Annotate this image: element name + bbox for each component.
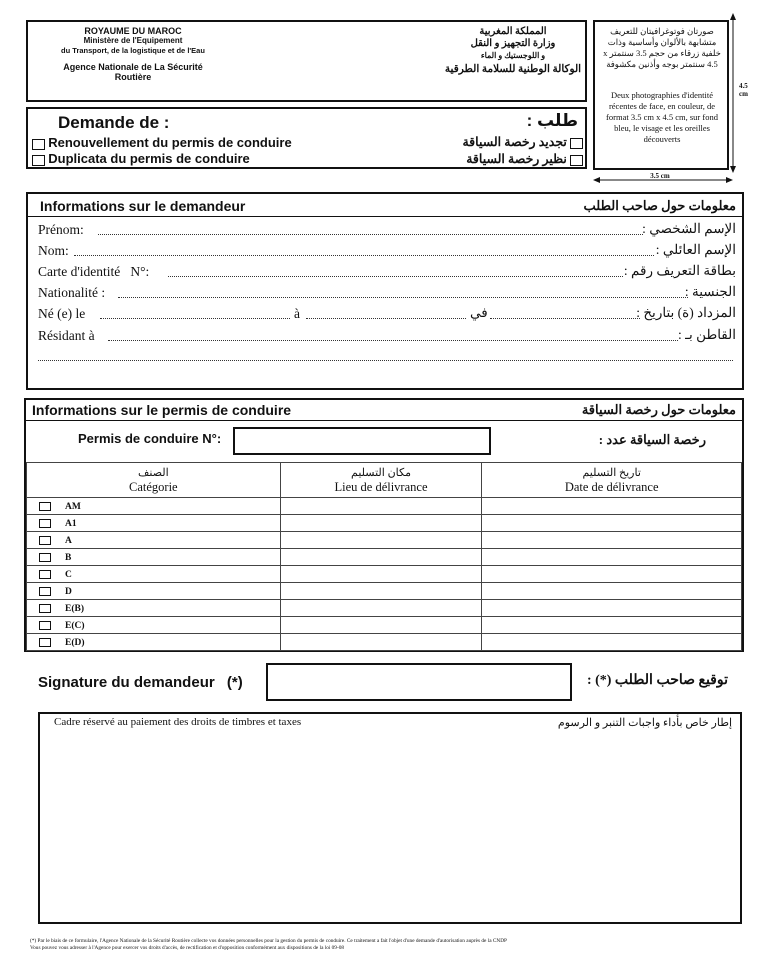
header-right-line: و اللوجستيك و الماء	[480, 51, 546, 60]
photo-width-label: 3.5 cm	[650, 172, 670, 180]
table-header-row	[27, 463, 742, 498]
birth-date-field[interactable]	[100, 314, 290, 319]
category-checkbox[interactable]	[39, 604, 51, 613]
residence-field-2[interactable]	[38, 356, 733, 361]
birth-label: Né (e) le	[38, 306, 86, 321]
table-row	[27, 498, 742, 515]
license-title-underline	[26, 420, 742, 421]
option-renewal-ar: تجديد رخصة السياقة	[462, 135, 567, 149]
photo-instructions-ar: صورتان فوتوغرافيتان للتعريف متشابهة بالألوان وأساسية وذات خلفية زرقاء من حجم 3.5 سنتمتر x 4.5 سنتمتر بوجه وأذنين مكشوفة	[603, 26, 721, 69]
category-label: C	[65, 569, 72, 580]
lastname-label-ar: الإسم العائلي :	[655, 242, 736, 257]
category-label: A1	[65, 518, 77, 529]
date-cell[interactable]	[482, 498, 742, 515]
header-left-line: Ministère de l'Equipement	[83, 36, 183, 45]
nationality-field[interactable]	[118, 293, 688, 298]
signature-label-ar: توقيع صاحب الطلب (*) :	[586, 673, 728, 688]
col-category-ar: الصنف	[137, 467, 169, 479]
license-number-label: Permis de conduire N°:	[78, 431, 222, 446]
option-duplicate[interactable]	[32, 151, 250, 167]
ministry-ar	[438, 26, 588, 76]
option-duplicate-ar: نظير رخصة السياقة	[466, 152, 567, 166]
option-duplicate-ar-row[interactable]	[428, 151, 583, 167]
license-number-label-ar: رخصة السياقة عدد :	[598, 432, 706, 447]
category-checkbox[interactable]	[39, 570, 51, 579]
place-cell[interactable]	[280, 566, 482, 583]
col-place-fr: Lieu de délivrance	[334, 480, 428, 494]
category-cell[interactable]	[27, 566, 281, 583]
table-row	[27, 515, 742, 532]
firstname-label: Prénom:	[38, 222, 84, 237]
applicant-title-fr: Informations sur le demandeur	[40, 198, 246, 214]
table-row	[27, 634, 742, 651]
table-row	[27, 532, 742, 549]
lastname-label: Nom:	[38, 243, 69, 258]
birth-place-a: à	[294, 306, 300, 321]
residence-field[interactable]	[108, 336, 678, 341]
category-cell[interactable]	[27, 617, 281, 634]
birth-place-fi: في	[470, 305, 488, 320]
residence-label-ar: القاطن بـ :	[677, 327, 736, 342]
table-row	[27, 549, 742, 566]
table-row	[27, 600, 742, 617]
date-cell[interactable]	[482, 566, 742, 583]
request-box	[26, 107, 587, 169]
category-cell[interactable]	[27, 583, 281, 600]
birth-place-field[interactable]	[306, 314, 466, 319]
header-left-line: ROYAUME DU MAROC	[84, 26, 182, 36]
category-checkbox[interactable]	[39, 519, 51, 528]
category-label: AM	[65, 501, 81, 512]
place-cell[interactable]	[280, 515, 482, 532]
duplicate-checkbox[interactable]	[32, 155, 45, 166]
birth-label-ar: المزداد (ة) بتاريخ :	[636, 305, 736, 320]
category-label: A	[65, 535, 72, 546]
col-place-header	[280, 463, 482, 498]
photo-dimension-arrows	[590, 10, 768, 190]
residence-label: Résidant à	[38, 328, 95, 343]
category-label: E(B)	[65, 603, 84, 614]
photo-height-label: 4.5 cm	[739, 82, 748, 98]
agency-fr-line: Routière	[114, 72, 152, 82]
category-cell[interactable]	[27, 515, 281, 532]
title-underline	[28, 216, 742, 217]
place-cell[interactable]	[280, 634, 482, 651]
table-row	[27, 583, 742, 600]
agency-ar: الوكالة الوطنية للسلامة الطرقية	[444, 64, 582, 75]
category-label: D	[65, 586, 72, 597]
payment-label-fr: Cadre réservé au paiement des droits de timbres et taxes	[54, 716, 302, 728]
place-cell[interactable]	[280, 600, 482, 617]
date-cell[interactable]	[482, 549, 742, 566]
category-cell[interactable]	[27, 634, 281, 651]
payment-box	[38, 712, 742, 924]
applicant-title-ar: معلومات حول صاحب الطلب	[583, 198, 736, 213]
category-label: E(D)	[65, 637, 85, 648]
col-place-ar: مكان التسليم	[351, 467, 411, 479]
payment-label-ar: إطار خاص بأداء واجبات التنبر و الرسوم	[557, 717, 732, 729]
place-cell[interactable]	[280, 549, 482, 566]
id-card-field[interactable]	[168, 272, 623, 277]
license-title-ar: معلومات حول رخصة السياقة	[581, 402, 736, 417]
table-row	[27, 617, 742, 634]
option-renewal-fr: Renouvellement du permis de conduire	[48, 135, 292, 150]
renewal-checkbox[interactable]	[32, 139, 45, 150]
category-label: E(C)	[65, 620, 85, 631]
col-category-fr: Catégorie	[129, 480, 178, 494]
col-date-fr: Date de délivrance	[564, 480, 659, 494]
col-date-header	[482, 463, 742, 498]
header-box	[26, 20, 587, 102]
place-cell[interactable]	[280, 617, 482, 634]
col-date-ar: تاريخ التسليم	[582, 467, 641, 479]
request-title-ar: طلب :	[526, 111, 578, 130]
category-cell[interactable]	[27, 600, 281, 617]
date-cell[interactable]	[482, 532, 742, 549]
signature-label	[38, 674, 243, 691]
signature-label-fr: Signature du demandeur	[38, 674, 215, 691]
lastname-field[interactable]	[74, 251, 654, 256]
col-category-header	[27, 463, 281, 498]
category-checkbox[interactable]	[39, 587, 51, 596]
duplicate-checkbox-ar[interactable]	[570, 155, 583, 166]
category-checkbox[interactable]	[39, 553, 51, 562]
place-cell[interactable]	[280, 498, 482, 515]
header-left-line: du Transport, de la logistique et de l'Eau	[61, 46, 205, 55]
category-label: B	[65, 552, 72, 563]
category-checkbox[interactable]	[39, 621, 51, 630]
category-checkbox[interactable]	[39, 638, 51, 647]
date-cell[interactable]	[482, 634, 742, 651]
agency-fr-line: Agence Nationale de La Sécurité	[63, 62, 203, 72]
date-cell[interactable]	[482, 583, 742, 600]
header-right-line: المملكة المغربية	[479, 26, 547, 37]
option-renewal-ar-row[interactable]	[428, 134, 583, 150]
date-cell[interactable]	[482, 515, 742, 532]
category-checkbox[interactable]	[39, 502, 51, 511]
nationality-label: Nationalité :	[38, 285, 106, 300]
photo-instructions-fr: Deux photographies d'identité récentes de face, en couleur, de format 3.5 cm x 4.5 cm, sur fond bleu, le visage et les oreilles découverts	[606, 90, 718, 144]
id-card-label-ar: بطاقة التعريف رقم :	[623, 263, 736, 278]
category-checkbox[interactable]	[39, 536, 51, 545]
footnote	[30, 938, 750, 952]
signature-star: (*)	[226, 674, 243, 691]
category-cell[interactable]	[27, 549, 281, 566]
license-number-input[interactable]	[233, 427, 491, 455]
renewal-checkbox-ar[interactable]	[570, 138, 583, 149]
applicant-section	[26, 192, 744, 390]
category-cell[interactable]	[27, 532, 281, 549]
footnote-line: (*) Par le biais de ce formulaire, l'Agence Nationale de la Sécurité Routière collecte vos données personnelles pour la gestion du permis de conduire. Ce traitement a fait l'objet d'une demande d'autorisation auprès de la CNDP	[30, 938, 507, 944]
place-cell[interactable]	[280, 583, 482, 600]
date-cell[interactable]	[482, 600, 742, 617]
nationality-label-ar: الجنسية :	[684, 284, 736, 299]
place-cell[interactable]	[280, 532, 482, 549]
request-title-fr: Demande de :	[58, 113, 170, 132]
ministry-fr	[28, 26, 238, 82]
signature-input[interactable]	[266, 663, 572, 701]
categories-table	[26, 462, 742, 651]
footnote-line: Vous pouvez vous adresser à l'Agence pour exercer vos droits d'accès, de rectification et d'opposition conformément aux dispositions de la loi 09-08	[30, 945, 345, 951]
category-cell[interactable]	[27, 498, 281, 515]
header-right-line: وزارة التجهيز و النقل	[470, 38, 556, 49]
option-renewal[interactable]	[32, 135, 292, 151]
date-cell[interactable]	[482, 617, 742, 634]
id-card-label: Carte d'identité N°:	[38, 264, 150, 279]
firstname-label-ar: الإسم الشخصي :	[642, 221, 736, 236]
license-title-fr: Informations sur le permis de conduire	[32, 402, 292, 418]
firstname-field[interactable]	[98, 230, 643, 235]
table-row	[27, 566, 742, 583]
option-duplicate-fr: Duplicata du permis de conduire	[48, 151, 250, 166]
